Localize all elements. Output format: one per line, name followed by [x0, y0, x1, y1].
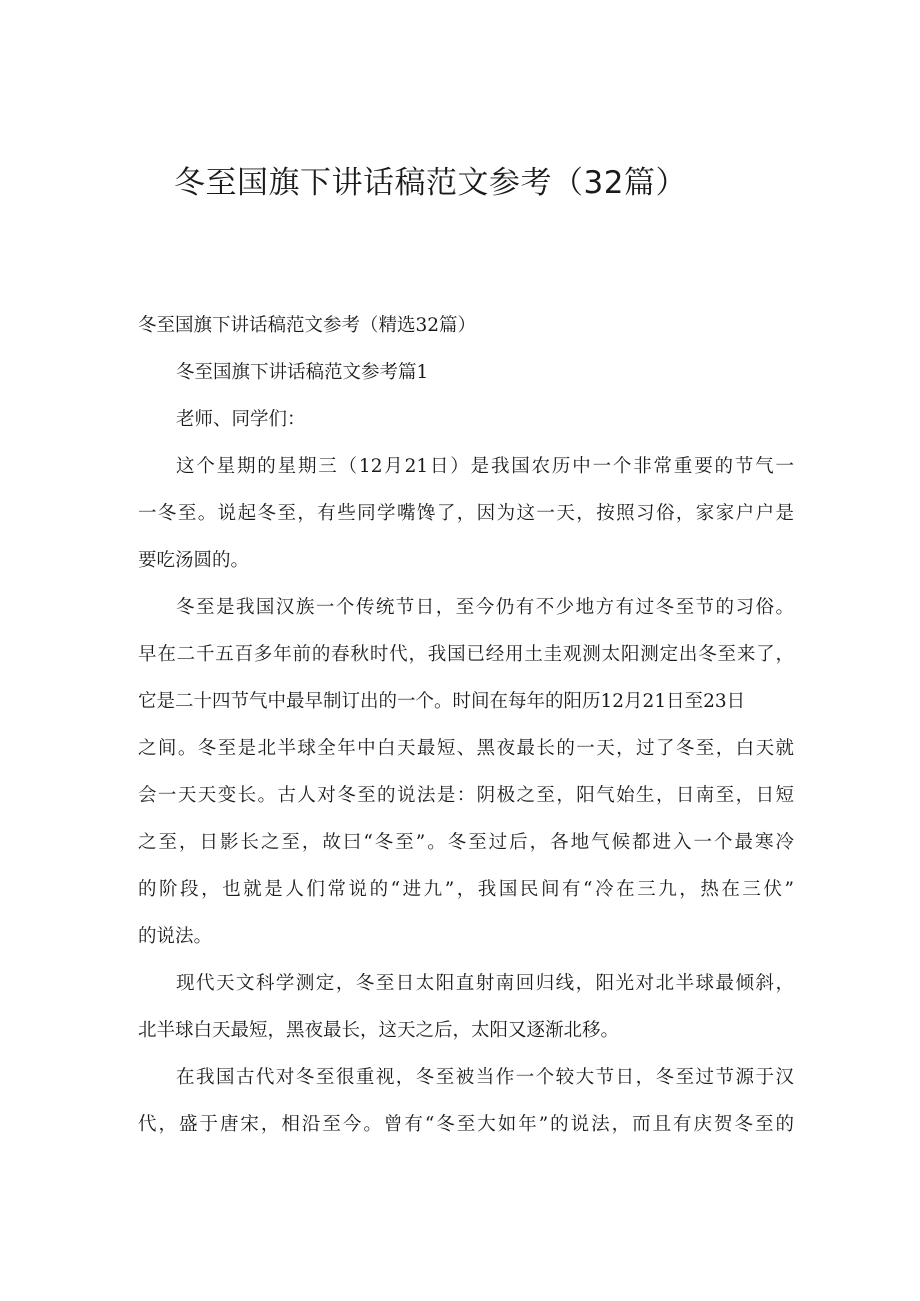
greeting-line: 老师、同学们：: [176, 409, 306, 430]
paragraph-line: 这个星期的星期三（12月21日）是我国农历中一个非常重要的节气一: [176, 456, 794, 477]
document-body: [138, 302, 794, 1148]
paragraph-line: 早在二千五百多年前的春秋时代，我国已经用土圭观测太阳测定出冬至来了，: [138, 644, 794, 665]
paragraph-line: 现代天文科学测定，冬至日太阳直射南回归线，阳光对北半球最倾斜，: [176, 973, 794, 994]
paragraph-line: 会一天天变长。古人对冬至的说法是：阴极之至，阳气始生，日南至，日短: [138, 785, 794, 806]
paragraph-line: 之间。冬至是北半球全年中白天最短、黑夜最长的一天，过了冬至，白天就: [138, 738, 794, 759]
document-title: 冬至国旗下讲话稿范文参考（32篇）: [174, 165, 687, 201]
paragraph-line: 北半球白天最短，黑夜最长，这天之后，太阳又逐渐北移。: [138, 1020, 620, 1041]
document-subtitle: 冬至国旗下讲话稿范文参考（精选32篇）: [138, 315, 477, 336]
paragraph-line: 的阶段，也就是人们常说的“进九”，我国民间有“冷在三九，热在三伏”: [138, 879, 794, 900]
paragraph-line: 冬至是我国汉族一个传统节日，至今仍有不少地方有过冬至节的习俗。: [176, 597, 794, 618]
paragraph-line: 要吃汤圆的。: [138, 550, 250, 571]
paragraph-line: 的说法。: [138, 926, 213, 947]
paragraph-line: 之至，日影长之至，故曰“冬至”。冬至过后，各地气候都进入一个最寒冷: [138, 832, 794, 853]
paragraph-line: 在我国古代对冬至很重视，冬至被当作一个较大节日，冬至过节源于汉: [176, 1067, 794, 1088]
section-heading: 冬至国旗下讲话稿范文参考篇1: [176, 362, 429, 383]
paragraph-line: 代，盛于唐宋，相沿至今。曾有“冬至大如年”的说法，而且有庆贺冬至的: [138, 1114, 794, 1135]
paragraph-line: 一冬至。说起冬至，有些同学嘴馋了，因为这一天，按照习俗，家家户户是: [138, 503, 794, 524]
paragraph-line: 它是二十四节气中最早制订出的一个。时间在每年的阳历12月21日至23日: [138, 691, 746, 712]
